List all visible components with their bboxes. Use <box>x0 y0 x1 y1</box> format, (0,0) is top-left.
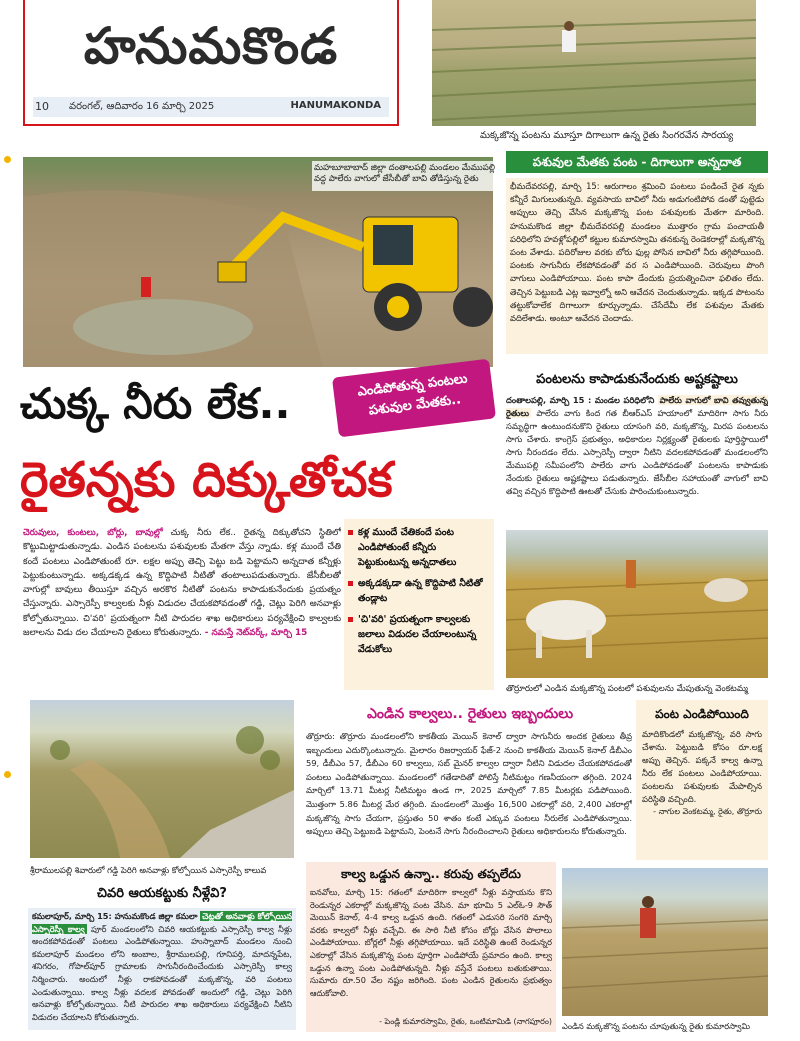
margin-dot <box>4 156 11 163</box>
dry-canals-heading: ఎండిన కాల్వలు.. రైతులు ఇబ్బందులు <box>366 706 574 722</box>
canal-loss-body: ఐనవోలు, మార్చి 15: గతంలో మాదిరిగా కాల్వలో నీళ్లు వస్తాయను కొని రెండున్నర ఎకరాల్లో మక్కజొన్న పంట వేసిన. మా భూమి 5 ఎల్ఓ-9 సౌత్ మెయిన్ కెనాల్, 4-4 కాల్వ ఒడ్డున ఉంది. గతంలో ఎడుసరి సంగరి మార్చి వరకు కాల్వలో నీళ్లు వచ్చేవి. ఈ సారి నీటి కోసం బోర్లు వేసిన పొలాలు ఎండిపోయాయి. బోర్లలో నీళ్లు తగ్గిపోయాయి. ఇదే పరిస్థితి ఉంటే రెండున్నర ఎకరాల్లో వేసిన మక్కజొన్న పంట పూర్తిగా ఎండిపోయే ప్రమాదం ఉంది. కాల్వ ఒడ్డున ఉన్నా పంట ఎండిపోతున్నది. నీళ్లు వస్తేనే పంటలు బతుకుతాయి. సుమారు రూ.50 వేల నష్టం జరిగింది. పంట ఎండిన రైతులను ప్రభుత్వం ఆదుకోవాలి. <box>310 887 552 998</box>
save-story <box>506 394 768 517</box>
dateline-bar <box>33 97 389 117</box>
main-story <box>23 526 341 686</box>
tail-end-heading: చివరి ఆయకట్టుకు నీళ్లేవి? <box>97 886 227 901</box>
cattle-grazing-caption: తొర్రూరులో ఎండిన మక్కజొన్న పంటలో పశువులను మేపుతున్న వెంకటమ్మ <box>506 684 748 694</box>
headline-tag-line1: ఎండిపోతున్న పంటలు <box>356 371 469 400</box>
save-story-heading: పంటలను కాపాడుకునేందుకు అష్టకష్టాలు <box>536 372 738 387</box>
dry-canals-body: తొర్రూరు: తొర్రూరు మండలంలోని కాకతీయ మెయిన్ కెనాల్ ద్వారా సాగునీరు అందక రైతులు తీవ్ర ఇబ్బందులు ఎదుర్కొంటున్నారు. మైలారం రిజర్వాయర్ ఫేజ్-2 నుంచి కాకతీయ మెయిన్ కెనాల్ డీబీఎం 59, డీబీఎం 57, డీబీఎం 60 కాల్వలు, సబ్ మైనర్ కాల్వల ద్వారా నీటిని విడుదల చేయకపోవడంతో పంటలు ఎండిపోతున్నాయి. మండలంలో గతేడాదితో పోలిస్తే నీటిమట్టం గణనీయంగా తగ్గింది. 2024 మార్చిలో 13.71 మీటర్ల నీటిమట్టం ఉండ గా, 2025 మార్చిలో 7.85 మీటర్లకు పడిపోయింది. మొత్తంగా 5.86 మీటర్ల మేర తగ్గింది. మండలంలో మొత్తం 16,500 ఎకరాల్లో వరి, 2,400 ఎకరాల్లో మక్కజొన్న సాగు చేయగా, ప్రస్తుతం 50 శాతం కంటే ఎక్కువ పంటలు నీరులేక ఎండిపోతున్నాయి. అప్పులు తెచ్చి పెట్టుబడి పెట్టామని, పెంటనే సాగు నీరందించాలని రైతులు అధికారులను కోరుతున్నారు. <box>306 731 632 837</box>
cattle-story-body: భీమదేవరపల్లి, మార్చి 15: ఆరుగాలం శ్రమించి పంటలు పండించే రైత న్నకు కన్నీరే మిగులుతున్నది. వ్యవసాయ బావిలో నీరు అడుగంటిపోవ డంతో పుట్టెడు అప్పులు తెచ్చి వేసిన మక్కజొన్న పంట పశువులకు మేతగా మారింది. హనుమకొండ జిల్లా భీమదేవరపల్లి మండలం ముత్తారం గ్రామ పంచాయతీ పరిధిలోని హవళ్లోపల్లిలో కట్టుల కుమారస్వామి తనకున్న రెండెకరాల్లో మక్కజొన్న పంట వేశాడు. పదిరోజుల వరకు బోరు ఫుల్ల పోసిన బావిలో నీరు తగ్గిపోయింది. పంటకు సాగునీరు లేకపోవడంతో వర స ఎండిపోయింది. చెరువులు పొంగి వాగులు ఎండిపోయాయి. పంట కాపా డేందుకు ప్రయత్నించినా ఫలితం లేదు. తెచ్చిన పెట్టుబడి ఎట్ల ఇవ్వాల్నో అని ఆవేదన చెందుతున్నాడు. ఇక్కడ పొటంను తట్టుకోవాలేక దిగాలుగా కూర్చున్నాడు. చేసేదేమీ లేక పశువుల మేతకు వదిలేశాడు. అంటూ ఆవేదన చెందాడు. <box>506 178 768 354</box>
crop-dried-box <box>636 700 768 860</box>
tail-end-story <box>28 908 296 1030</box>
save-story-label: పాలేరు వాగులో బావి తవ్వుతున్న రైతులు <box>506 395 768 418</box>
highlight-item: అక్కడక్కడా ఉన్న కొద్దిపాటి నీటితో తండ్లాట <box>358 576 488 606</box>
crop-dried-byline: - నాగుల వెంకటమ్మ, రైతు, తొర్రూరు <box>653 807 762 816</box>
highlight-item: కళ్ల ముందే చేతికందే పంట ఎండిపోతుంటే కన్నీరు పెట్టుకుంటున్న అన్నదాతలు <box>358 525 488 570</box>
headline-line1: చుక్క నీరు లేక.. <box>20 379 291 428</box>
corn-scene-graphic <box>562 868 768 1016</box>
canal-loss-heading: కాల్వ ఒడ్డున ఉన్నా.. కరువు తప్పలేదు <box>341 867 521 881</box>
page-number: 10 <box>35 100 49 113</box>
headline-line2: రైతన్నకు దిక్కుతోచక <box>20 452 393 508</box>
main-story-byline: - నమస్తే నెట్‌వర్క్, మార్చి 15 <box>204 628 308 639</box>
canal-loss-byline: - పెండ్లి కుమారస్వామి, రైతు, ఒంటిమామిడి (నాగపూరం) <box>379 1017 552 1026</box>
highlights-box <box>344 519 494 690</box>
corn-farmer-caption: ఎండిన మక్కజొన్న పంటను చూపుతున్న రైతు కుమారస్వామి <box>562 1021 751 1031</box>
crop-dried-heading: పంట ఎండిపోయింది <box>655 707 749 721</box>
headline-tag-line2: పశువుల మేతకు.. <box>368 392 462 419</box>
edition-name: HANUMAKONDA <box>290 100 381 111</box>
farmer-field-photo <box>432 0 756 126</box>
canal-photo <box>30 700 294 858</box>
page-logo: హనుమకొండ <box>83 17 339 75</box>
main-story-lead-rest: చుక్క నీరు లేక.. రైతన్న దిక్కుతోచని <box>162 528 311 538</box>
headline-tag <box>332 359 496 438</box>
dateline: వరంగల్, ఆదివారం 16 మార్చి 2025 <box>69 101 215 112</box>
canal-scene-graphic <box>30 700 294 858</box>
crop-dried-body: మాదికొండలో మక్కజొన్న, వరి సాగు చేశాను. పెట్టుబడి కోసం రూ.లక్ష అప్పు తెచ్చిన. పక్కనే కాల్వ ఉన్నా నీరు లేక పంటలు ఎండిపోయాయి. పంటలను పశువులకు మేపాల్సిన పరిస్థితి వచ్చింది. <box>642 729 762 804</box>
margin-dot <box>4 771 11 778</box>
cattle-scene-graphic <box>506 530 768 678</box>
jcb-photo-caption: మహబూబాబాద్ జిల్లా దంతాలపల్లి మండలం మేముపల్లి వద్ద పాలేరు వాగులో జేసీబీతో బావి తోడిస్తున్న రైతు <box>312 161 498 191</box>
corn-farmer-photo <box>562 868 768 1016</box>
main-story-body: స్థితిలో కొట్టుమిట్టాడుతున్నాడు. ఎండిన పంటలను పశువులకు మేతగా వేస్తు న్నాడు. కళ్ల ముందే చేతి కందే పంటలు ఎండిపోతుంటే రూ. లక్షల అప్పు తెచ్చి పెట్టు బడి పెట్టామని అన్నదాత కన్నీళ్లు పెట్టుకుంటున్నాడు. అక్కడక్కడ ఉన్న కొద్దిపాటి నీటితో తంటాలుపడుతున్నారు. జేసీబీలతో వాగుల్లో బావులు తీయిస్తూ వచ్చిన అరకొర నీటితో పంటను కాపాడుకునేందుకు ప్రయత్నం చేస్తున్నారు. ఎస్సారెస్పీ కాల్వలకు నీళ్లు విడుదల చేయకపోవడంతో గడ్డి, చెట్లు పెరిగి అనవాళ్లు కోల్పోతున్నాయి. చి'వరి' ప్రయత్నంగా నీటి పారుదల శాఖ అధికారులు పర్యవేక్షించి కాల్వలకు జలాలను విడు దల చేయాలని రైతులు కోరుతున్నారు. <box>23 528 341 639</box>
canal-photo-caption: శ్రీరాములపల్లి శివారులో గడ్డి పెరిగి అనవాళ్లు కోల్పోయిన ఎస్సారెస్పీ కాలువ <box>30 865 267 875</box>
tail-end-body: పూర్ మండలంలోని చివరి ఆయకట్టుకు ఎస్సారెస్పీ కాల్వ నీళ్లు అందకపోవడంతో పంటలు ఎండిపోతున్నాయి. హుస్నాబాద్ మండలం నుంచి కమలాపూర్ మండలం లోని అంబాల, శ్రీరాములపల్లి, గూనిపర్తి, మాదన్నపేట, శనిగరం, గోపాల్‌పూర్ గ్రామాలకు సాగునీరందించేందుకు ఎస్సారెస్పీ కాల్వ నిర్మించారు. అందులో నీళ్లు రాకపోవడంతో మక్కజొన్న, వరి పంటలు ఎండుతున్నాయి. కాల్వ నీళ్లు వదలక పోవడంతో అందులో గడ్డి, చెట్లు పెరిగి అనవాళ్లు కోల్పోతున్నాయి. నీటి పారుదల శాఖ అధికారులు పర్యవేక్షించి నీటిని విడుదల చేయాలని కోరుతున్నారు. <box>32 923 292 1022</box>
highlight-item: 'చి'వరి' ప్రయత్నంగా కాల్వలకు జలాలు విడుదల చేయాలంటున్న వేడుకోలు <box>358 612 488 657</box>
save-story-body: పాలేరు వాగు కింద గత బీఆర్‌ఎస్ హయాంలో మాదిరిగా సాగు నీరు సమృద్ధిగా ఉంటుందనుకొని రైతులు యాసంగి వరి, మక్కజొన్న, మిరప పంటలను సాగు చేశారు. కాంగ్రెస్ ప్రభుత్వం, అధికారుల నిర్లక్ష్యంతో రైతులకు పూర్తిస్థాయిలో సాగు నీరందడం లేదు. ఎస్సారెస్పీ ద్వారా నీటిని వదలకపోవడంతో మండలంలోని మేముపల్లి సమీపంలోని పాలేరు వాగు ఎండిపోవడంతో పంటలను కాపాడుకు నేందుకు రైతులు అష్టకష్టాలు పడుతున్నారు. జేసీబీల సహాయంతో వాగులో బావి తవ్వి వచ్చిన కొద్దిపాటి ఊటతో చేసుకు పారించుకుంటున్నారు. <box>506 408 768 496</box>
farmer-field-caption: మక్కజొన్న పంటను మూస్తూ దిగాలుగా ఉన్న రైతు సింగరవేన సారయ్య <box>480 130 734 141</box>
save-story-dateline: దంతాలపల్లి, మార్చి 15 : మండల పరిధిలోని <box>506 395 655 405</box>
cattle-story-heading: పశువుల మేతకు పంట - దిగాలుగా అన్నదాత <box>506 151 768 173</box>
masthead <box>23 0 399 126</box>
tail-end-label: చెట్లతో అనవాళ్లు కోల్పోయిన ఎస్సారెస్పీ కాల్వ <box>32 911 292 934</box>
main-story-lead: చెరువులు, కుంటలు, బోర్లు, బావుల్లో <box>23 528 163 538</box>
tail-end-dateline: కమలాపూర్, మార్చి 15: హనుమకొండ జిల్లా కమలా <box>32 911 198 921</box>
field-rows-graphic <box>432 0 756 126</box>
cattle-grazing-photo <box>506 530 768 678</box>
